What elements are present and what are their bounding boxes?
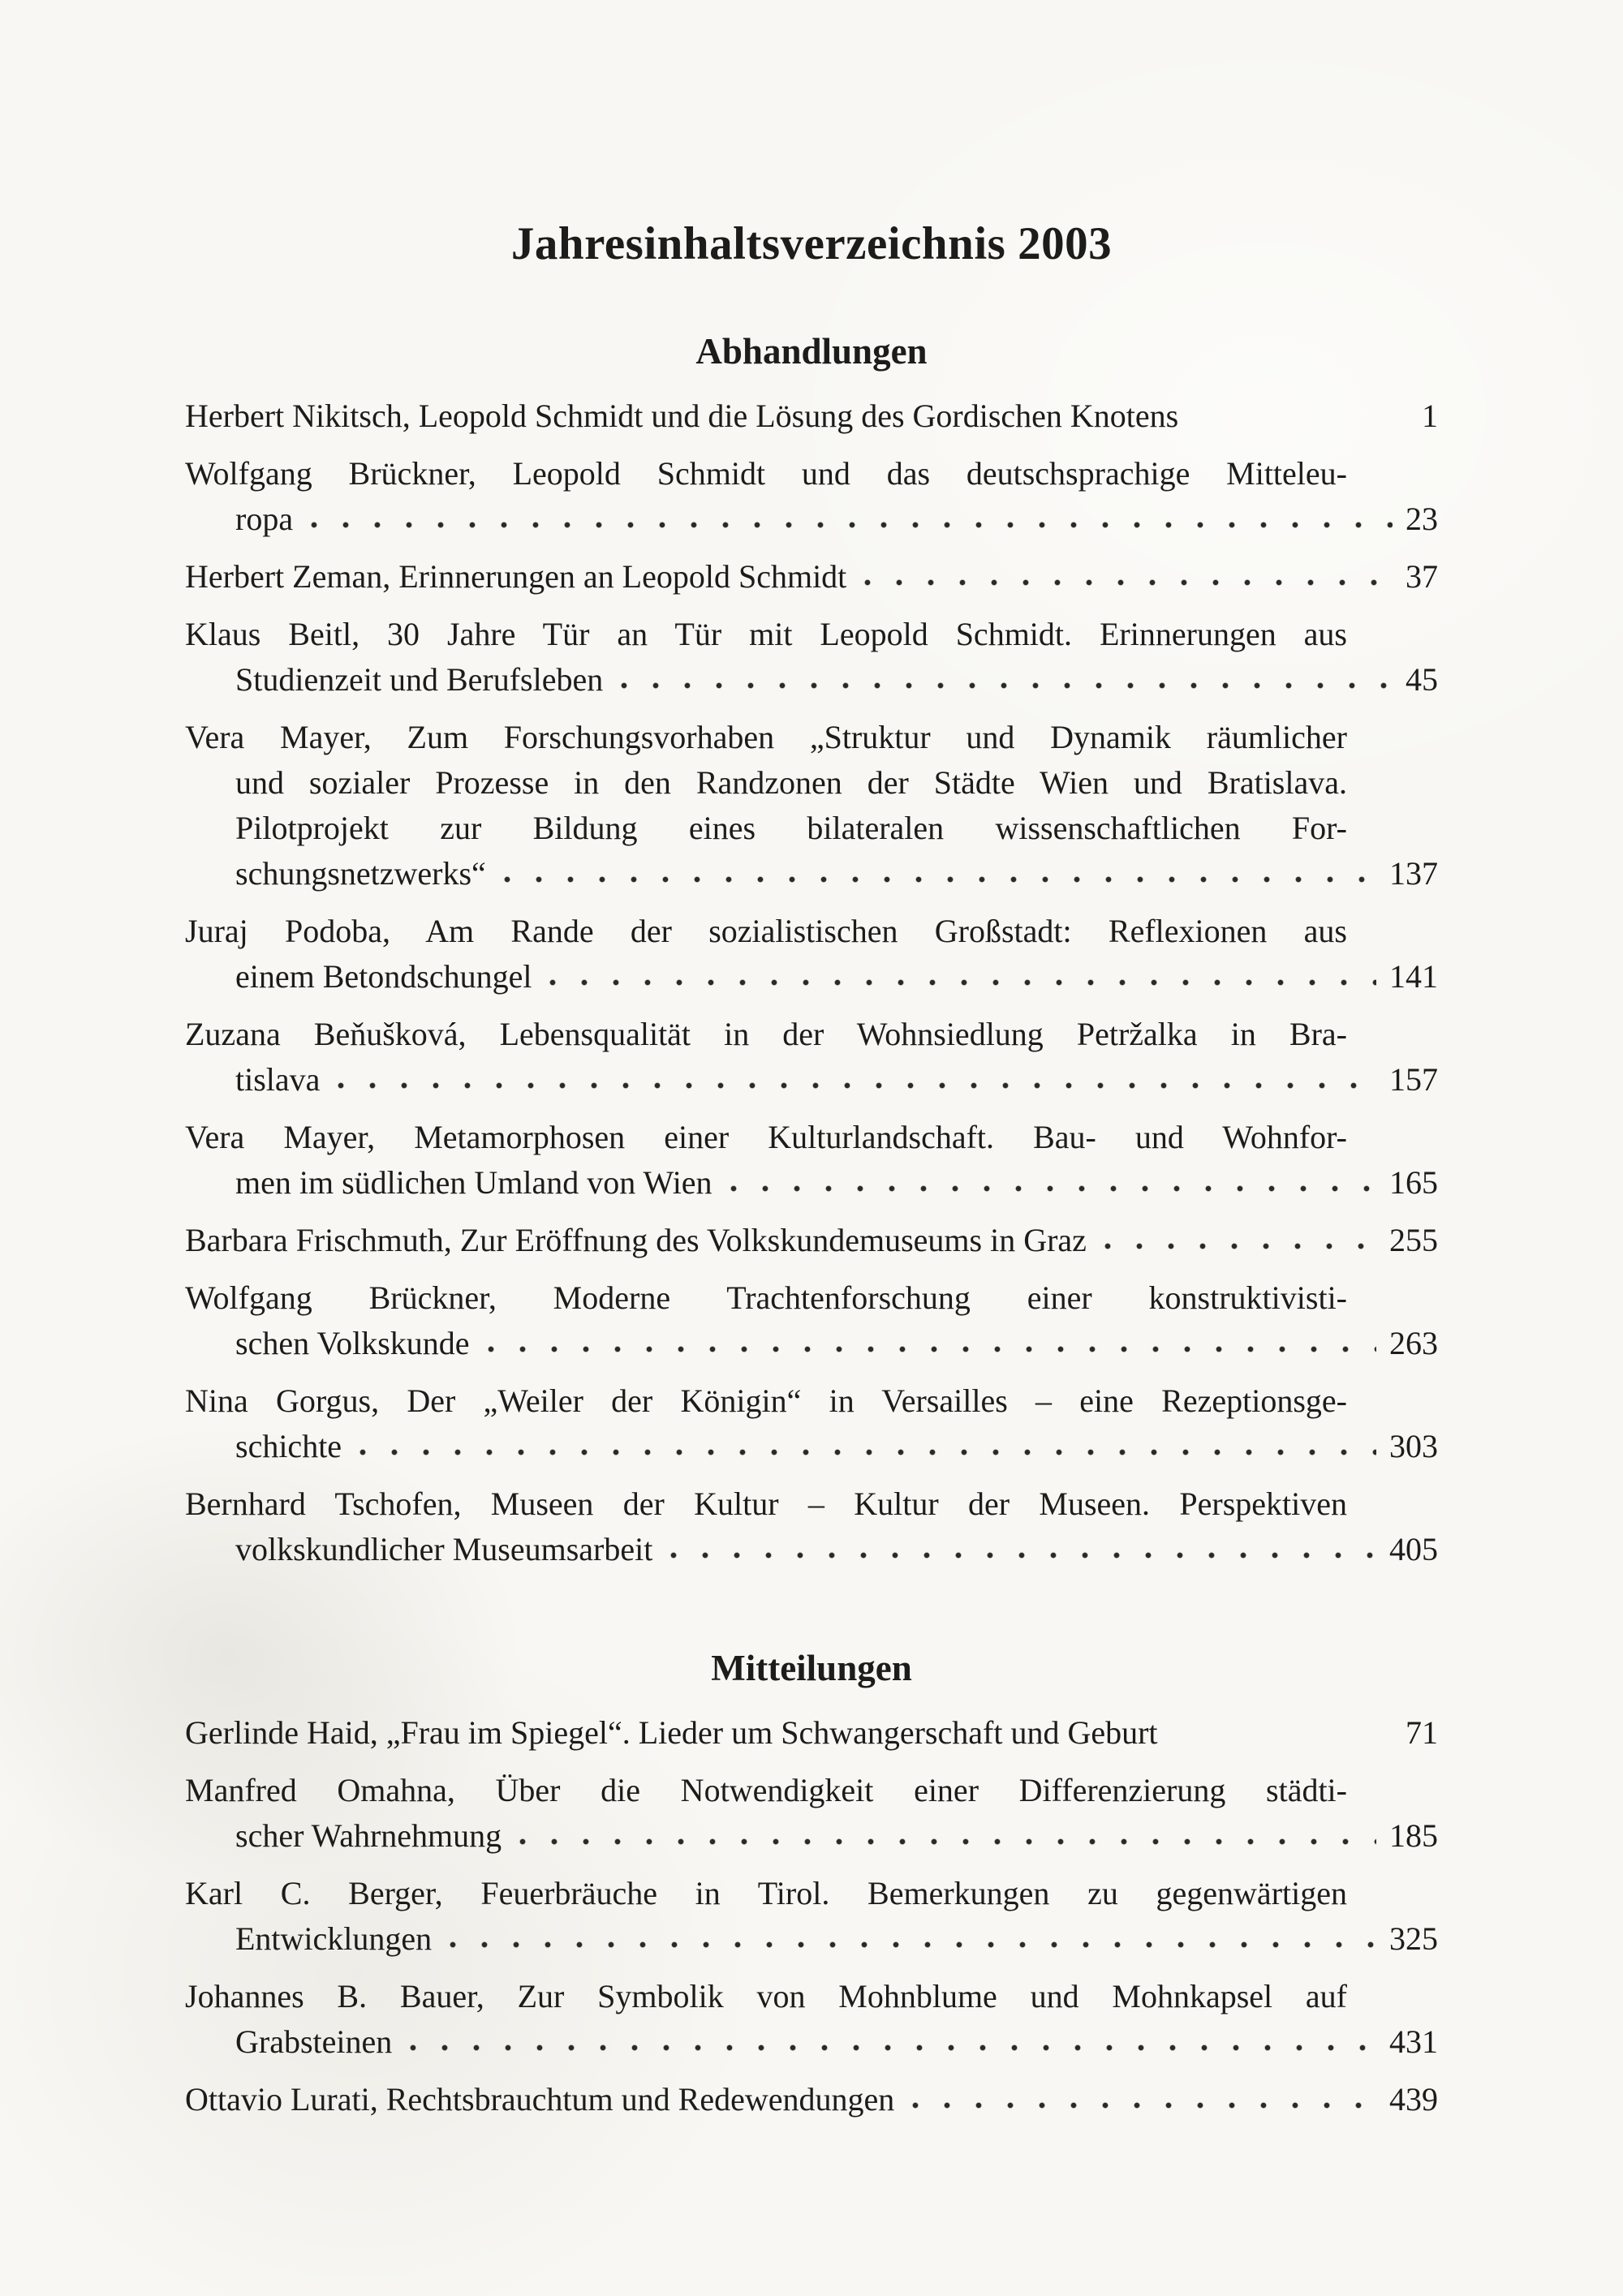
entry-text: Johannes B. Bauer, Zur Symbolik von Mohnblume und Mohnkapsel auf xyxy=(185,1978,1347,2014)
dot-leader xyxy=(729,1184,1376,1193)
toc-entry xyxy=(185,909,1438,1000)
entry-line xyxy=(185,1057,1438,1103)
entry-line xyxy=(185,760,1438,806)
dot-leader xyxy=(358,1447,1376,1457)
dot-leader xyxy=(336,1081,1376,1090)
entry-line xyxy=(185,806,1438,851)
dot-leader xyxy=(911,2100,1376,2110)
page-number: 185 xyxy=(1389,1817,1438,1854)
entry-line xyxy=(185,657,1438,703)
toc-entry xyxy=(185,554,1438,600)
page-number: 157 xyxy=(1389,1061,1438,1098)
entry-text: volkskundlicher Museumsarbeit xyxy=(235,1531,653,1567)
page-title: Jahresinhaltsverzeichnis 2003 xyxy=(510,218,1113,269)
toc-entry xyxy=(185,612,1438,703)
entry-line xyxy=(185,2077,1438,2122)
dot-leader xyxy=(1174,1734,1393,1743)
entry-line xyxy=(185,1710,1438,1756)
section-heading: Mitteilungen xyxy=(711,1648,912,1688)
entry-text: Barbara Frischmuth, Zur Eröffnung des Volkskundemuseums in Graz xyxy=(185,1222,1087,1258)
entry-line xyxy=(185,1916,1438,1962)
entry-text: schen Volkskunde xyxy=(235,1325,470,1361)
toc-entry xyxy=(185,1275,1438,1366)
entry-text: Entwicklungen xyxy=(235,1920,433,1957)
page-number: 71 xyxy=(1406,1714,1438,1751)
entry-text: einem Betondschungel xyxy=(235,958,532,995)
entry-line xyxy=(185,1974,1438,2019)
entry-text: Grabsteinen xyxy=(235,2023,393,2060)
page-number: 37 xyxy=(1406,558,1438,595)
entry-text: Juraj Podoba, Am Rande der sozialistischen Großstadt: Reflexionen aus xyxy=(185,913,1347,949)
entry-text: men im südlichen Umland von Wien xyxy=(235,1164,712,1201)
entry-text: tislava xyxy=(235,1061,321,1098)
toc-entry xyxy=(185,1974,1438,2065)
dot-leader xyxy=(548,978,1376,987)
entry-line xyxy=(185,1481,1438,1527)
entry-line xyxy=(185,1012,1438,1057)
dot-leader xyxy=(669,1550,1376,1560)
page-number: 141 xyxy=(1389,958,1438,995)
entry-line xyxy=(185,715,1438,760)
entry-line xyxy=(185,954,1438,1000)
entry-text: Vera Mayer, Metamorphosen einer Kulturlandschaft. Bau- und Wohnfor- xyxy=(185,1119,1347,1155)
dot-leader xyxy=(486,1344,1376,1354)
entry-text: Gerlinde Haid, „Frau im Spiegel“. Lieder um Schwangerschaft und Geburt xyxy=(185,1714,1158,1751)
entry-text: Nina Gorgus, Der „Weiler der Königin“ in Versailles – eine Rezeptionsge- xyxy=(185,1382,1347,1419)
dot-leader xyxy=(502,875,1376,884)
entry-line xyxy=(185,851,1438,896)
toc-entry xyxy=(185,393,1438,439)
page-number: 45 xyxy=(1406,661,1438,698)
entry-line xyxy=(185,1160,1438,1206)
toc-entry xyxy=(185,1378,1438,1469)
dot-leader xyxy=(619,681,1393,690)
page-number: 431 xyxy=(1389,2023,1438,2060)
entry-line xyxy=(185,1218,1438,1263)
entry-line xyxy=(185,612,1438,657)
entry-text: Bernhard Tschofen, Museen der Kultur – Kultur der Museen. Perspektiven xyxy=(185,1486,1347,1522)
page-number: 165 xyxy=(1389,1164,1438,1201)
entry-text: Manfred Omahna, Über die Notwendigkeit einer Differenzierung städti- xyxy=(185,1772,1347,1808)
section-heading: Abhandlungen xyxy=(695,331,928,372)
dot-leader xyxy=(408,2043,1376,2053)
toc-entry xyxy=(185,1115,1438,1206)
dot-leader xyxy=(863,578,1393,587)
page-number: 263 xyxy=(1389,1325,1438,1361)
toc-entry xyxy=(185,1012,1438,1103)
dot-leader xyxy=(1103,1241,1376,1251)
entry-text: Studienzeit und Berufsleben xyxy=(235,661,604,698)
entry-line xyxy=(185,1275,1438,1321)
entry-line xyxy=(185,1768,1438,1813)
entry-line xyxy=(185,1527,1438,1572)
dot-leader xyxy=(309,520,1393,530)
entry-text: Karl C. Berger, Feuerbräuche in Tirol. Bemerkungen zu gegenwärtigen xyxy=(185,1875,1347,1911)
entry-line xyxy=(185,451,1438,497)
section-abhandlungen xyxy=(185,330,1438,1572)
page-number: 255 xyxy=(1389,1222,1438,1258)
toc-entry xyxy=(185,451,1438,542)
toc-entry xyxy=(185,1871,1438,1962)
entry-line xyxy=(185,393,1438,439)
toc-entry xyxy=(185,2077,1438,2122)
entry-text: ropa xyxy=(235,501,294,537)
toc-content xyxy=(185,0,1438,2122)
entry-text: Vera Mayer, Zum Forschungsvorhaben „Struktur und Dynamik räumlicher xyxy=(185,719,1347,755)
entry-line xyxy=(185,909,1438,954)
entry-text: schichte xyxy=(235,1428,342,1464)
entry-text: Wolfgang Brückner, Leopold Schmidt und das deutschsprachige Mitteleu- xyxy=(185,455,1347,492)
dot-leader xyxy=(448,1940,1376,1950)
entry-line xyxy=(185,1813,1438,1859)
page-number: 405 xyxy=(1389,1531,1438,1567)
entry-text: und sozialer Prozesse in den Randzonen der Städte Wien und Bratislava. xyxy=(235,764,1347,801)
entry-line xyxy=(185,1115,1438,1160)
toc-entry xyxy=(185,1218,1438,1263)
entry-text: scher Wahrnehmung xyxy=(235,1817,502,1854)
toc-entry xyxy=(185,1768,1438,1859)
entry-line xyxy=(185,1871,1438,1916)
entry-line xyxy=(185,2019,1438,2065)
entry-line xyxy=(185,1378,1438,1424)
dot-leader xyxy=(1195,417,1409,427)
entry-line xyxy=(185,554,1438,600)
entry-text: Ottavio Lurati, Rechtsbrauchtum und Redewendungen xyxy=(185,2081,895,2118)
entry-text: Zuzana Beňušková, Lebensqualität in der Wohnsiedlung Petržalka in Bra- xyxy=(185,1016,1347,1052)
entry-text: Klaus Beitl, 30 Jahre Tür an Tür mit Leopold Schmidt. Erinnerungen aus xyxy=(185,616,1347,652)
page-number: 23 xyxy=(1406,501,1438,537)
section-mitteilungen xyxy=(185,1647,1438,2122)
page-number: 1 xyxy=(1422,398,1438,434)
entry-line xyxy=(185,1424,1438,1469)
entry-line xyxy=(185,497,1438,542)
page-number: 325 xyxy=(1389,1920,1438,1957)
toc-entry xyxy=(185,715,1438,896)
entry-text: Wolfgang Brückner, Moderne Trachtenforschung einer konstruktivisti- xyxy=(185,1279,1347,1316)
entry-line xyxy=(185,1321,1438,1366)
toc-entry xyxy=(185,1481,1438,1572)
entry-text: Pilotprojekt zur Bildung eines bilateralen wissenschaftlichen For- xyxy=(235,810,1347,846)
entry-text: schungsnetzwerks“ xyxy=(235,855,486,892)
page-number: 137 xyxy=(1389,855,1438,892)
entry-text: Herbert Zeman, Erinnerungen an Leopold Schmidt xyxy=(185,558,847,595)
toc-entry xyxy=(185,1710,1438,1756)
dot-leader xyxy=(518,1837,1376,1847)
page-number: 303 xyxy=(1389,1428,1438,1464)
page-number: 439 xyxy=(1389,2081,1438,2118)
entry-text: Herbert Nikitsch, Leopold Schmidt und die Lösung des Gordischen Knotens xyxy=(185,398,1179,434)
